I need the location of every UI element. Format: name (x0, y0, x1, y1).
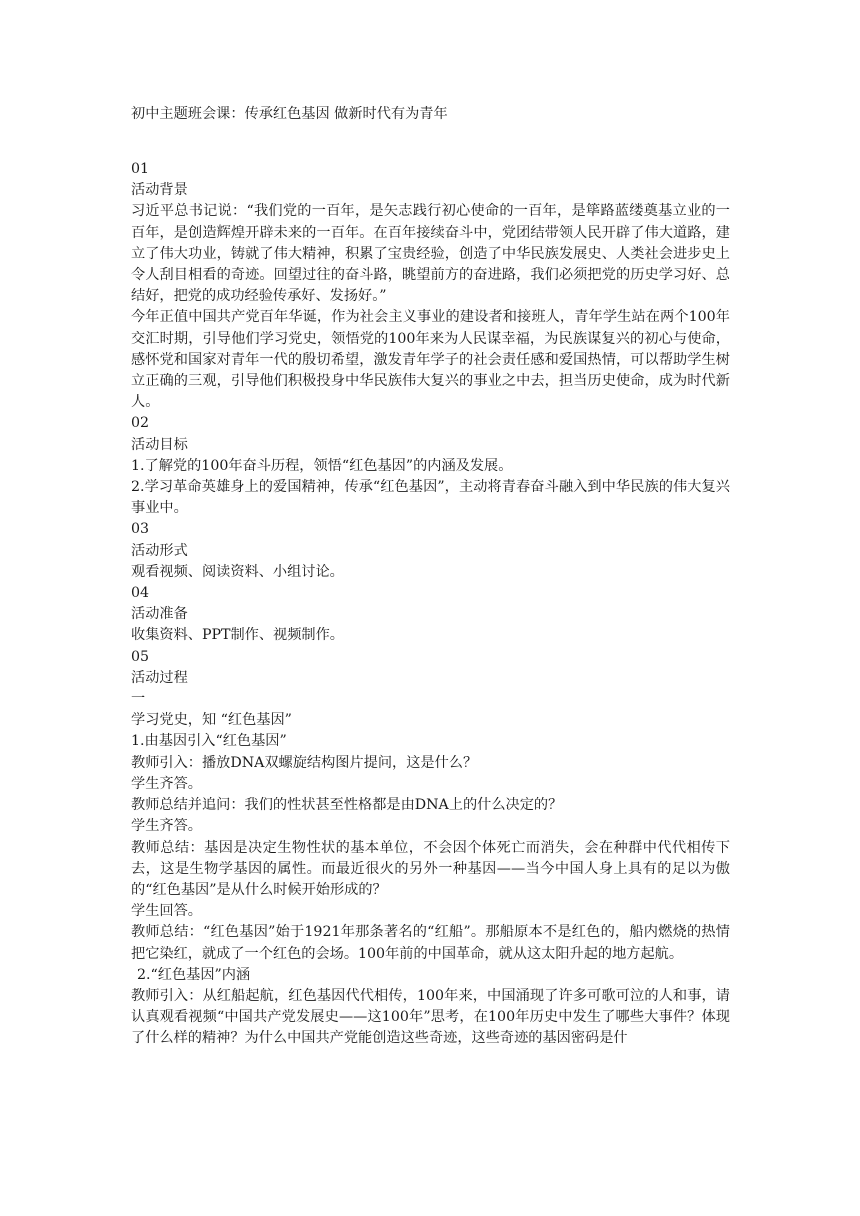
section-heading: 活动目标 (131, 436, 188, 453)
section-heading: 活动背景 (131, 182, 188, 199)
document-title: 初中主题班会课：传承红色基因 做新时代有为青年 (131, 106, 448, 122)
section-number: 04 (131, 585, 150, 602)
paragraph: 教师引入：播放DNA双螺旋结构图片提问，这是什么？ (131, 754, 478, 771)
section-number: 01 (131, 161, 150, 177)
section-number: 03 (131, 521, 150, 538)
subsection-number: 一 (131, 691, 146, 708)
paragraph: 教师总结：基因是决定生物性状的基本单位，不会因个体死亡而消失，会在种群中代代相传下去，这是生物学基因的属性。而最近很火的另外一种基因——当今中国人身上具有的足以为傲的“红色基因”是从什么时候开始形成的？ (131, 839, 730, 898)
section-heading: 活动形式 (131, 542, 188, 559)
paragraph: 2.“红色基因”内涵 (137, 966, 251, 983)
section-number: 05 (131, 648, 150, 665)
section-heading: 活动准备 (131, 606, 188, 623)
paragraph: 学生齐答。 (131, 775, 202, 792)
section-number: 02 (131, 415, 150, 432)
paragraph: 观看视频、阅读资料、小组讨论。 (131, 563, 344, 580)
paragraph: 1.了解党的100年奋斗历程，领悟“红色基因”的内涵及发展。 (131, 457, 513, 474)
paragraph: 2.学习革命英雄身上的爱国精神，传承“红色基因”，主动将青春奋斗融入到中华民族的伟大复兴事业中。 (131, 479, 730, 517)
paragraph: 学生齐答。 (131, 818, 202, 835)
subsection-heading: 学习党史，知 “红色基因” (131, 712, 292, 729)
paragraph: 教师总结并追问：我们的性状甚至性格都是由DNA上的什么决定的？ (131, 797, 563, 814)
paragraph: 1.由基因引入“红色基因” (131, 733, 287, 750)
paragraph: 学生回答。 (131, 903, 202, 920)
paragraph: 收集资料、PPT制作、视频制作。 (131, 627, 344, 644)
paragraph: 习近平总书记说：“我们党的一百年，是矢志践行初心使命的一百年，是筚路蓝缕奠基立业的一百年，是创造辉煌开辟未来的一百年。在百年接续奋斗中，党团结带领人民开辟了伟大道路，建立了伟大功业，铸就了伟大精神，积累了宝贵经验，创造了中华民族发展史、人类社会进步史上令人刮目相看的奇迹。回望过往的奋斗路，眺望前方的奋进路，我们必须把党的历史学习好、总结好，把党的成功经验传承好、发扬好。” (131, 203, 730, 305)
section-heading: 活动过程 (131, 669, 188, 686)
paragraph: 今年正值中国共产党百年华诞，作为社会主义事业的建设者和接班人，青年学生站在两个100年交汇时期，引导他们学习党史，领悟党的100年来为人民谋幸福，为民族谋复兴的初心与使命，感怀党和国家对青年一代的殷切希望，激发青年学子的社会责任感和爱国热情，可以帮助学生树立正确的三观，引导他们积极投身中华民族伟大复兴的事业之中去，担当历史使命，成为时代新人。 (131, 309, 730, 411)
paragraph: 教师引入：从红船起航，红色基因代代相传，100年来，中国涌现了许多可歌可泣的人和事，请认真观看视频“中国共产党发展史——这100年”思考，在100年历史中发生了哪些大事件？体现了什么样的精神？为什么中国共产党能创造这些奇迹，这些奇迹的基因密码是什 (131, 987, 730, 1047)
paragraph: 教师总结：“红色基因”始于1921年那条著名的“红船”。那船原本不是红色的，船内燃烧的热情把它染红，就成了一个红色的会场。100年前的中国革命，就从这太阳升起的地方起航。 (131, 924, 730, 962)
